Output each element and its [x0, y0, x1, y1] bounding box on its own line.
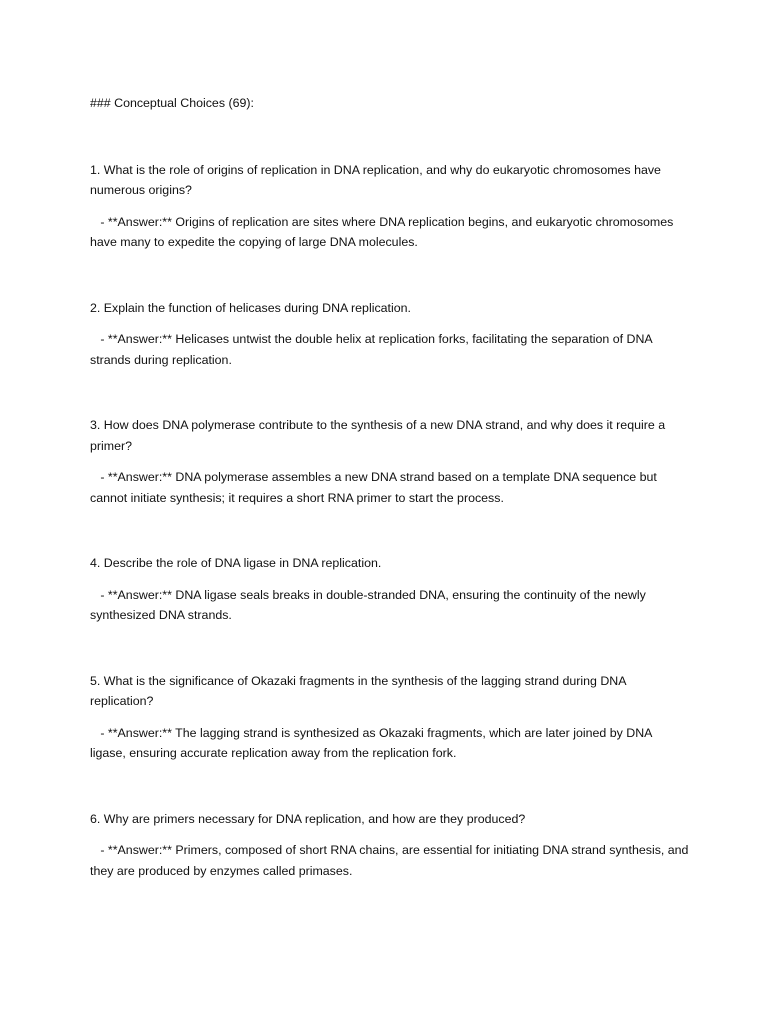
document-body: [90, 93, 690, 926]
qa-item-5: [90, 671, 690, 764]
qa-item-3: [90, 415, 690, 508]
answer-1: [90, 212, 690, 253]
question-5: 5. What is the significance of Okazaki fragments in the synthesis of the lagging strand during DNA replication?: [90, 673, 626, 708]
qa-item-2: [90, 298, 690, 371]
answer-1-text: - **Answer:** Origins of replication are sites where DNA replication begins, and eukaryotic chromosomes have many to expedite the copying of large DNA molecules.: [90, 214, 674, 249]
answer-5: [90, 723, 690, 764]
question-3: 3. How does DNA polymerase contribute to the synthesis of a new DNA strand, and why does it require a primer?: [90, 418, 666, 453]
answer-3-text: - **Answer:** DNA polymerase assembles a new DNA strand based on a template DNA sequence but cannot initiate synthesis; it requires a short RNA primer to start the process.: [90, 470, 657, 505]
answer-2-text: - **Answer:** Helicases untwist the double helix at replication forks, facilitating the separation of DNA strands during replication.: [90, 332, 652, 367]
question-1: 1. What is the role of origins of replication in DNA replication, and why do eukaryotic chromosomes have numerous origins?: [90, 162, 661, 197]
question-4: 4. Describe the role of DNA ligase in DNA replication.: [90, 556, 382, 570]
answer-3: [90, 467, 690, 508]
answer-5-text: - **Answer:** The lagging strand is synthesized as Okazaki fragments, which are later joined by DNA ligase, ensuring accurate replication away from the replication fork.: [90, 725, 652, 760]
section-heading: ### Conceptual Choices (69):: [90, 96, 254, 110]
answer-4: [90, 585, 690, 626]
question-6: 6. Why are primers necessary for DNA replication, and how are they produced?: [90, 811, 526, 826]
qa-item-4: [90, 553, 690, 626]
answer-4-text: - **Answer:** DNA ligase seals breaks in double-stranded DNA, ensuring the continuity of the newly synthesized DNA strands.: [90, 587, 646, 622]
answer-2: [90, 329, 690, 370]
question-2: 2. Explain the function of helicases during DNA replication.: [90, 300, 411, 315]
answer-6-text: - **Answer:** Primers, composed of short RNA chains, are essential for initiating DNA strand synthesis, and they are produced by enzymes called primases.: [90, 843, 689, 878]
qa-item-1: [90, 160, 690, 253]
answer-6: [90, 840, 690, 881]
qa-item-6: [90, 809, 690, 882]
